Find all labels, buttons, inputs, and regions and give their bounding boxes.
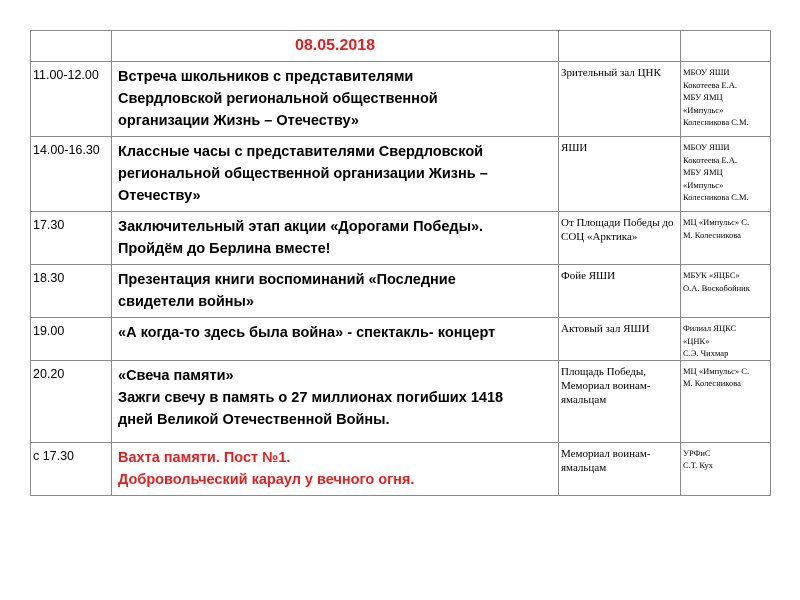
event-place: От Площади Победы до СОЦ «Арктика» xyxy=(561,217,674,243)
event-place: Актовый зал ЯШИ xyxy=(561,323,650,335)
time-cell xyxy=(31,318,112,361)
place-cell xyxy=(559,360,681,442)
event-place: ЯШИ xyxy=(561,142,588,154)
event-line: «А когда-то здесь была война» - спектакль- концерт xyxy=(118,325,496,341)
event-time: 20.20 xyxy=(33,366,65,381)
date-row xyxy=(31,31,771,62)
event-place: Площадь Победы, Мемориал воинам-ямальцам xyxy=(561,365,651,406)
time-cell xyxy=(31,137,112,212)
organizer-line: «Импульс» xyxy=(683,104,724,115)
event-line: «Свеча памяти» xyxy=(118,367,234,384)
event-line: свидетели войны» xyxy=(118,294,254,310)
event-cell xyxy=(112,442,559,495)
time-cell xyxy=(31,212,112,265)
event-line: Вахта памяти. Пост №1. xyxy=(118,449,291,466)
empty-cell xyxy=(31,31,112,62)
empty-cell xyxy=(559,31,681,62)
organizer-line: МЦ «Импульс» С. xyxy=(683,365,750,376)
event-line: Свердловской региональной общественной xyxy=(118,91,438,107)
organizer-cell xyxy=(681,212,771,265)
event-description xyxy=(112,212,558,264)
place-cell xyxy=(559,137,681,212)
schedule-row xyxy=(31,442,771,495)
schedule-row xyxy=(31,318,771,361)
organizer-line: МБОУ ЯШИ xyxy=(683,67,730,77)
organizer-line: Колесникова С.М. xyxy=(683,192,749,202)
time-cell xyxy=(31,62,112,137)
time-cell xyxy=(31,265,112,318)
time-cell xyxy=(31,360,112,442)
place-cell xyxy=(559,318,681,361)
event-cell xyxy=(112,360,559,442)
organizer-line: М. Колесникова xyxy=(683,378,741,388)
organizer-cell xyxy=(681,137,771,212)
event-description xyxy=(112,62,558,136)
event-time: 17.30 xyxy=(33,218,65,232)
organizer-line: М. Колесникова xyxy=(683,229,741,240)
event-place: Зрительный зал ЦНК xyxy=(561,67,661,79)
organizer-line: О.А. Воскобойник xyxy=(683,282,750,293)
organizer-line: МБУ ЯМЦ xyxy=(683,167,723,177)
date-cell xyxy=(112,31,559,62)
organizer-cell xyxy=(681,360,771,442)
event-line: организации Жизнь – Отечеству» xyxy=(118,113,359,129)
event-time: 14.00-16.30 xyxy=(33,143,100,157)
organizer xyxy=(681,212,770,241)
schedule-row xyxy=(31,137,771,212)
organizer-cell xyxy=(681,265,771,318)
event-place: Фойе ЯШИ xyxy=(561,270,616,282)
schedule-row xyxy=(31,212,771,265)
organizer xyxy=(681,137,770,204)
time-cell xyxy=(31,442,112,495)
organizer-line: «ЦНК» xyxy=(683,335,710,346)
event-line: Отечеству» xyxy=(118,188,201,204)
organizer-line: «Импульс» xyxy=(683,179,724,190)
event-description xyxy=(112,137,558,211)
schedule-row xyxy=(31,360,771,442)
organizer-line: МБОУ ЯШИ xyxy=(683,142,730,152)
event-line: Заключительный этап акции «Дорогами Победы». xyxy=(118,219,484,235)
organizer-line: С.Э. Чихмар xyxy=(683,348,729,358)
event-description xyxy=(112,361,558,435)
organizer-line: Филиал ЯЦКС xyxy=(683,323,737,333)
event-cell xyxy=(112,137,559,212)
event-time: 19.00 xyxy=(33,324,65,338)
place-cell xyxy=(559,62,681,137)
event-time: с 17.30 xyxy=(33,448,75,463)
organizer-line: МЦ «Импульс» С. xyxy=(683,217,750,227)
event-line: региональной общественной организации Жизнь – xyxy=(118,166,488,182)
organizer-line: МБУК «ЯЦБС» xyxy=(683,270,740,280)
organizer-line: Кокотеева Е.А. xyxy=(683,79,737,90)
event-line: Классные часы с представителями Свердловской xyxy=(118,144,484,160)
event-place: Мемориал воинам-ямальцам xyxy=(561,447,651,474)
event-cell xyxy=(112,265,559,318)
organizer xyxy=(681,265,770,294)
event-line: Добровольческий караул у вечного огня. xyxy=(118,471,415,488)
event-line: дней Великой Отечественной Войны. xyxy=(118,411,390,428)
event-line: Пройдём до Берлина вместе! xyxy=(118,241,331,257)
empty-cell xyxy=(681,31,771,62)
organizer-cell xyxy=(681,442,771,495)
organizer xyxy=(681,318,770,360)
date-heading: 08.05.2018 xyxy=(294,37,376,54)
place-cell xyxy=(559,442,681,495)
organizer xyxy=(681,361,770,390)
organizer-line: МБУ ЯМЦ xyxy=(683,92,723,102)
event-line: Встреча школьников с представителями xyxy=(118,69,414,85)
organizer xyxy=(681,62,770,129)
event-line: Презентация книги воспоминаний «Последние xyxy=(118,272,456,288)
schedule-table xyxy=(30,30,771,496)
event-cell xyxy=(112,318,559,361)
event-cell xyxy=(112,62,559,137)
event-time: 18.30 xyxy=(33,271,65,285)
event-cell xyxy=(112,212,559,265)
schedule-row xyxy=(31,265,771,318)
organizer-cell xyxy=(681,62,771,137)
event-time: 11.00-12.00 xyxy=(33,68,99,82)
event-description xyxy=(112,443,558,495)
organizer-line: УРФиС xyxy=(683,447,711,458)
organizer-line: Колесникова С.М. xyxy=(683,117,749,127)
place-cell xyxy=(559,212,681,265)
organizer-cell xyxy=(681,318,771,361)
place-cell xyxy=(559,265,681,318)
organizer-line: Кокотеева Е.А. xyxy=(683,154,737,165)
event-description xyxy=(112,265,558,317)
organizer-line: С.Т. Кух xyxy=(683,460,713,470)
event-description xyxy=(112,318,558,348)
organizer xyxy=(681,443,770,472)
event-line: Зажги свечу в память о 27 миллионах погибших 1418 xyxy=(118,389,504,406)
schedule-row xyxy=(31,62,771,137)
